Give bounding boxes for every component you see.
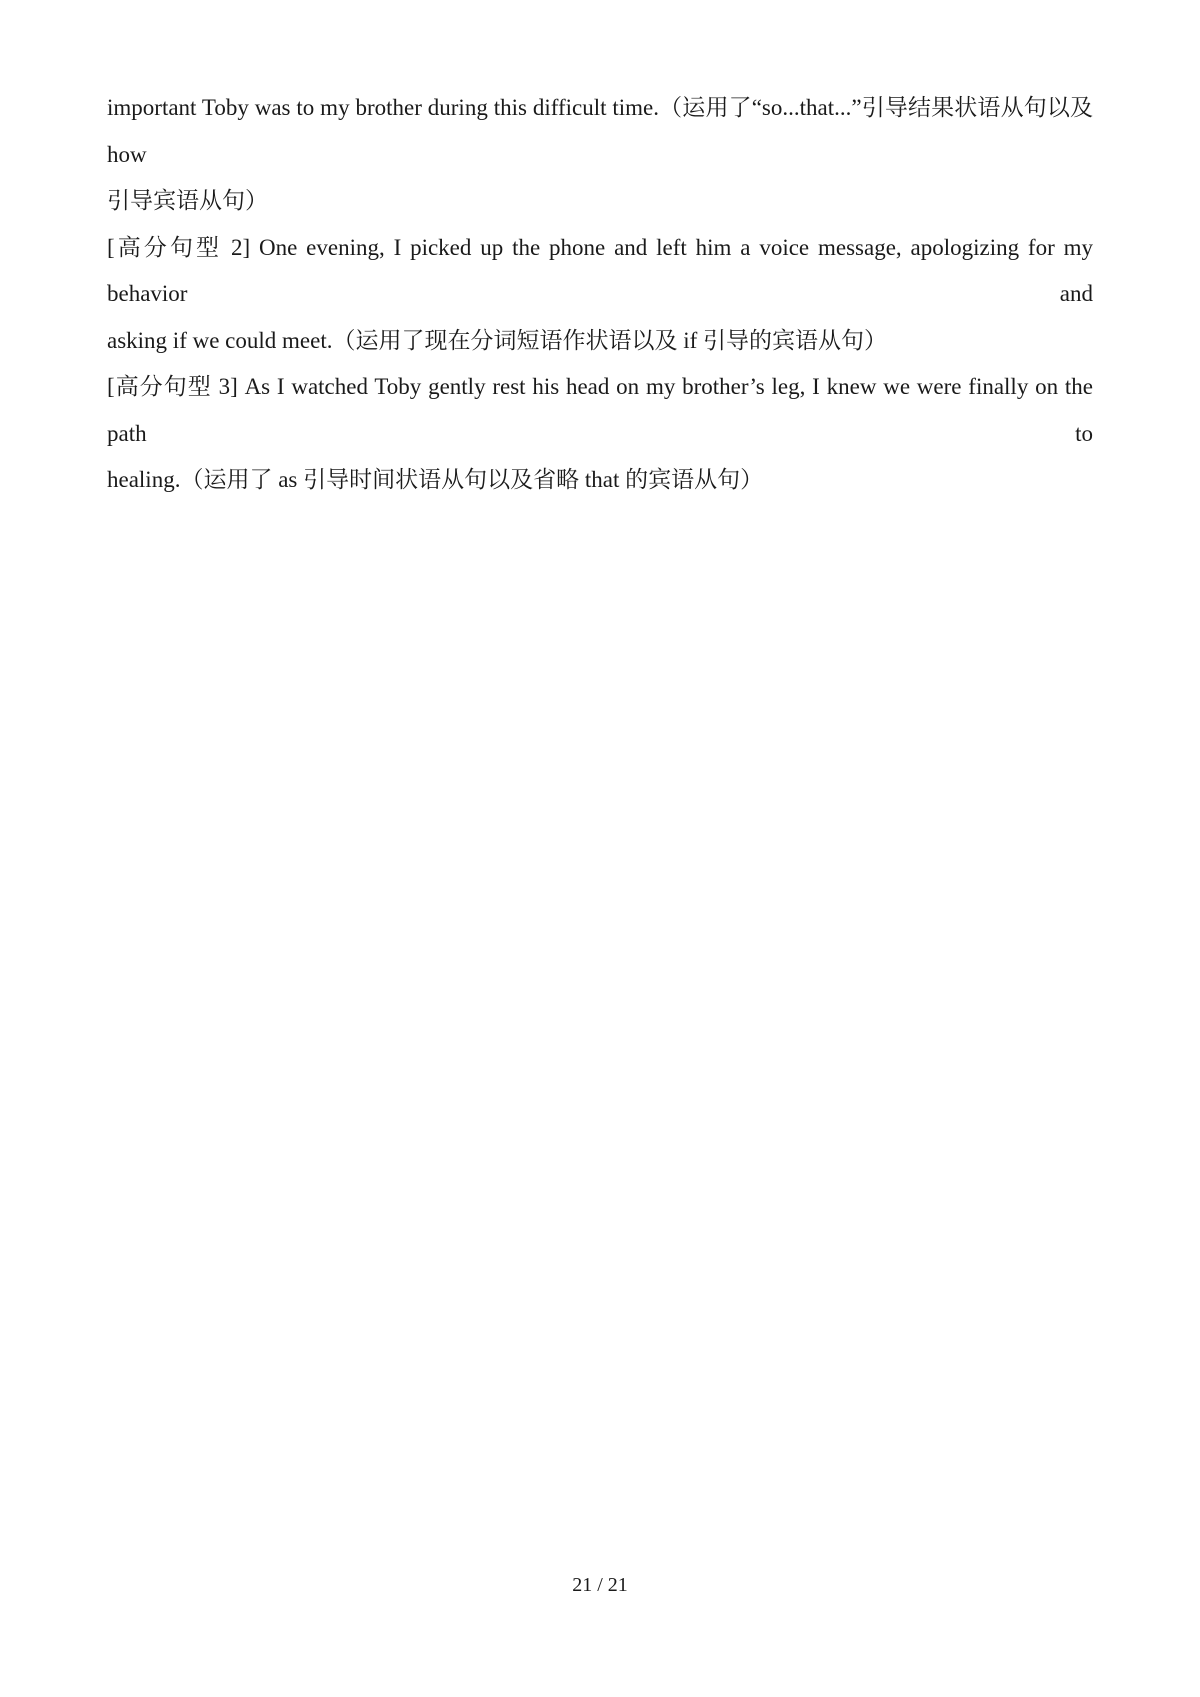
paragraph — [107, 364, 1093, 504]
paragraph — [107, 85, 1093, 225]
text-line: [高分句型 3] As I watched Toby gently rest his head on my brother’s leg, I knew we were finally on the path to — [107, 374, 1093, 446]
page-number: 21 / 21 — [572, 1574, 628, 1596]
text-line: asking if we could meet.（运用了现在分词短语作状语以及 if 引导的宾语从句） — [107, 327, 888, 353]
document-body — [107, 85, 1093, 504]
text-line: important Toby was to my brother during this difficult time.（运用了“so...that...”引导结果状语从句以及 how — [107, 95, 1093, 167]
text-line: 引导宾语从句） — [107, 188, 268, 213]
paragraph — [107, 225, 1093, 365]
text-line: [高分句型 2] One evening, I picked up the phone and left him a voice message, apologizing for my behavior and — [107, 234, 1093, 306]
page-footer — [0, 1572, 1200, 1598]
text-line: healing.（运用了 as 引导时间状语从句以及省略 that 的宾语从句） — [107, 467, 764, 492]
